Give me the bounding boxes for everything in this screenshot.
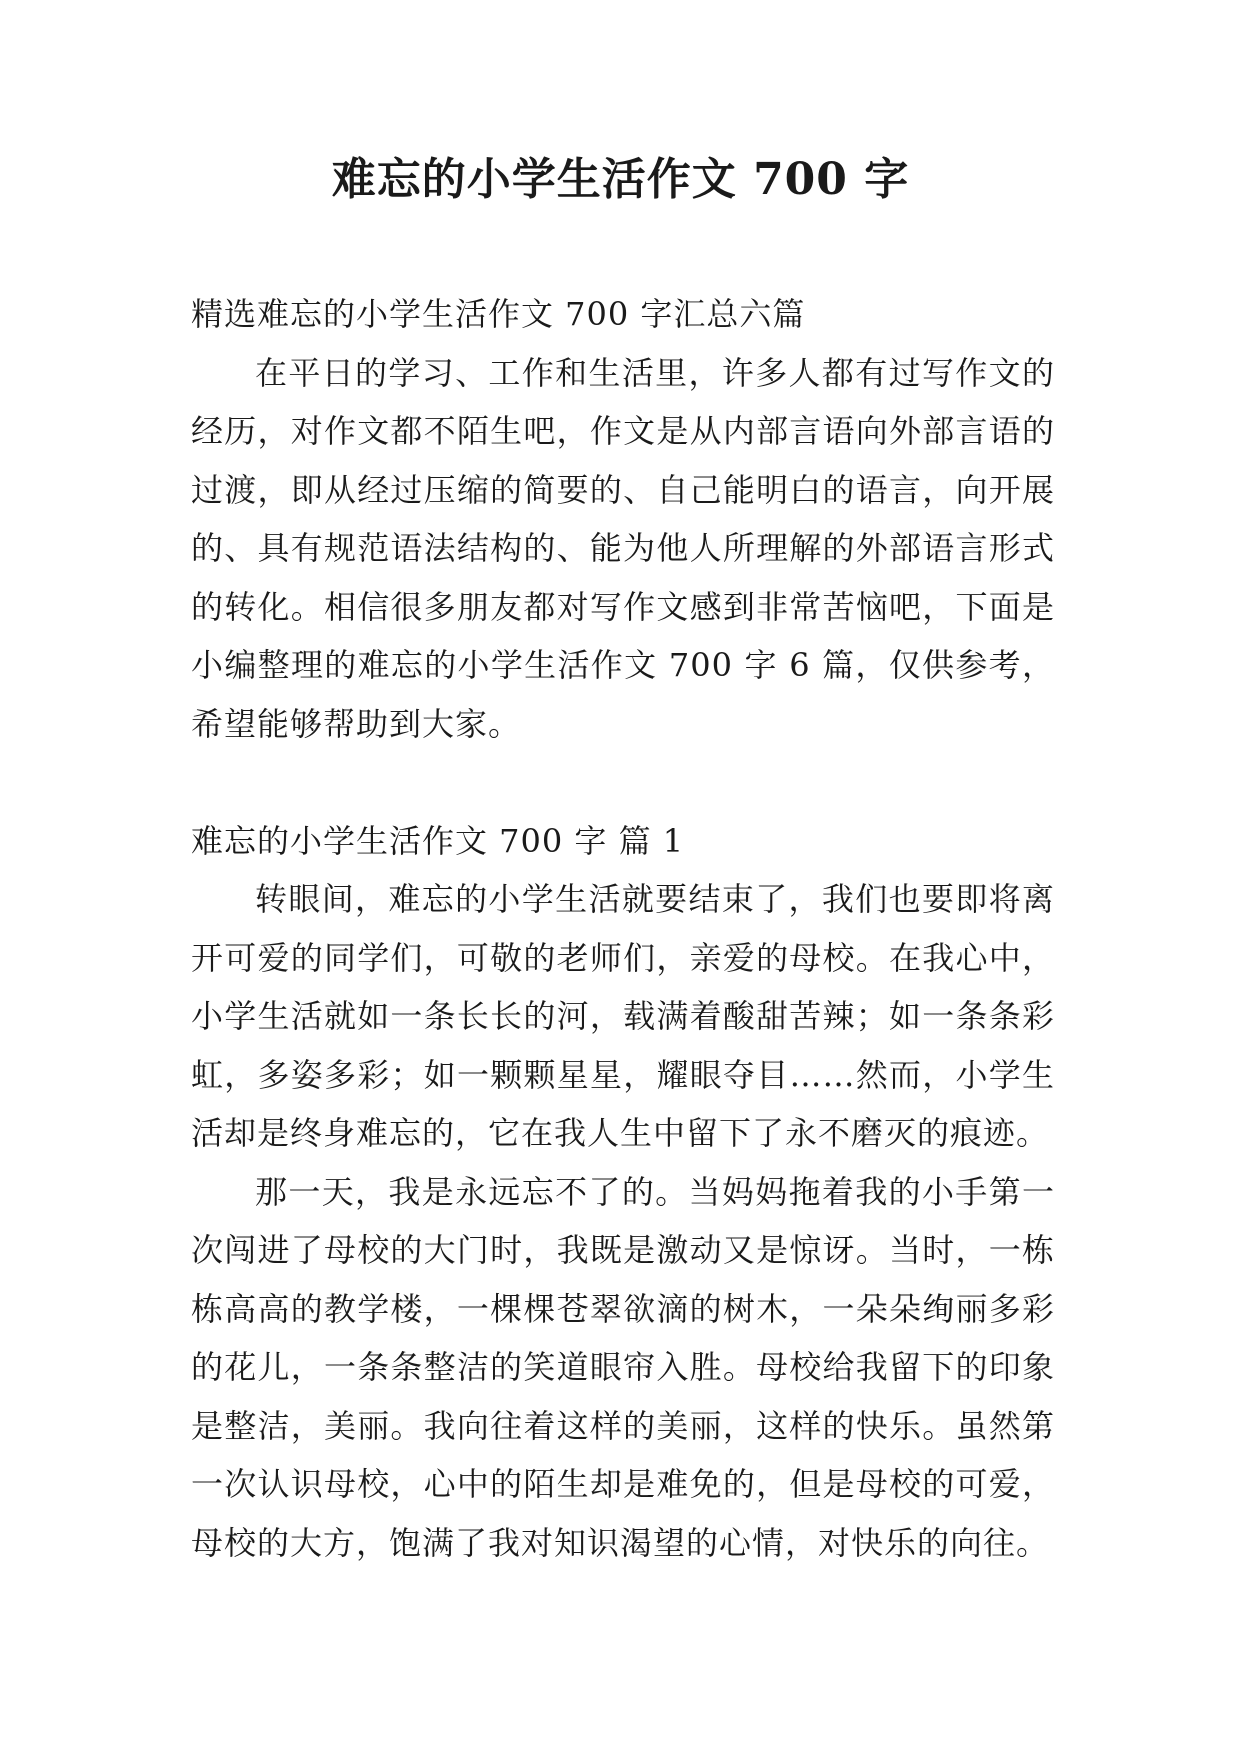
body-paragraph: 那一天，我是永远忘不了的。当妈妈拖着我的小手第一次闯进了母校的大门时，我既是激动又是惊讶。当时，一栋栋高高的教学楼，一棵棵苍翠欲滴的树木，一朵朵绚丽多彩的花儿，一条条整洁的笑道眼帘入胜。母校给我留下的印象是整洁，美丽。我向往着这样的美丽，这样的快乐。虽然第一次认识母校，心中的陌生却是难免的，但是母校的可爱，母校的大方，饱满了我对知识渴望的心情，对快乐的向往。: [191, 1172, 1055, 1562]
section-heading: 难忘的小学生活作文 700 字 篇 1: [191, 821, 685, 860]
document-title: 难忘的小学生活作文 700 字: [331, 154, 910, 205]
document-subtitle: 精选难忘的小学生活作文 700 字汇总六篇: [191, 295, 806, 333]
section-spacer: [191, 753, 1055, 812]
document-body: [191, 285, 1055, 1572]
intro-paragraph: 在平日的学习、工作和生活里，许多人都有过写作文的经历，对作文都不陌生吧，作文是从内部言语向外部言语的过渡，即从经过压缩的简要的、自己能明白的语言，向开展的、具有规范语法结构的、能为他人所理解的外部语言形式的转化。相信很多朋友都对写作文感到非常苦恼吧，下面是小编整理的难忘的小学生活作文 700 字 6 篇，仅供参考，希望能够帮助到大家。: [191, 353, 1055, 743]
body-paragraph: 转眼间，难忘的小学生活就要结束了，我们也要即将离开可爱的同学们，可敬的老师们，亲爱的母校。在我心中，小学生活就如一条长长的河，载满着酸甜苦辣；如一条条彩虹，多姿多彩；如一颗颗星星，耀眼夺目……然而，小学生活却是终身难忘的，它在我人生中留下了永不磨灭的痕迹。: [191, 880, 1055, 1152]
